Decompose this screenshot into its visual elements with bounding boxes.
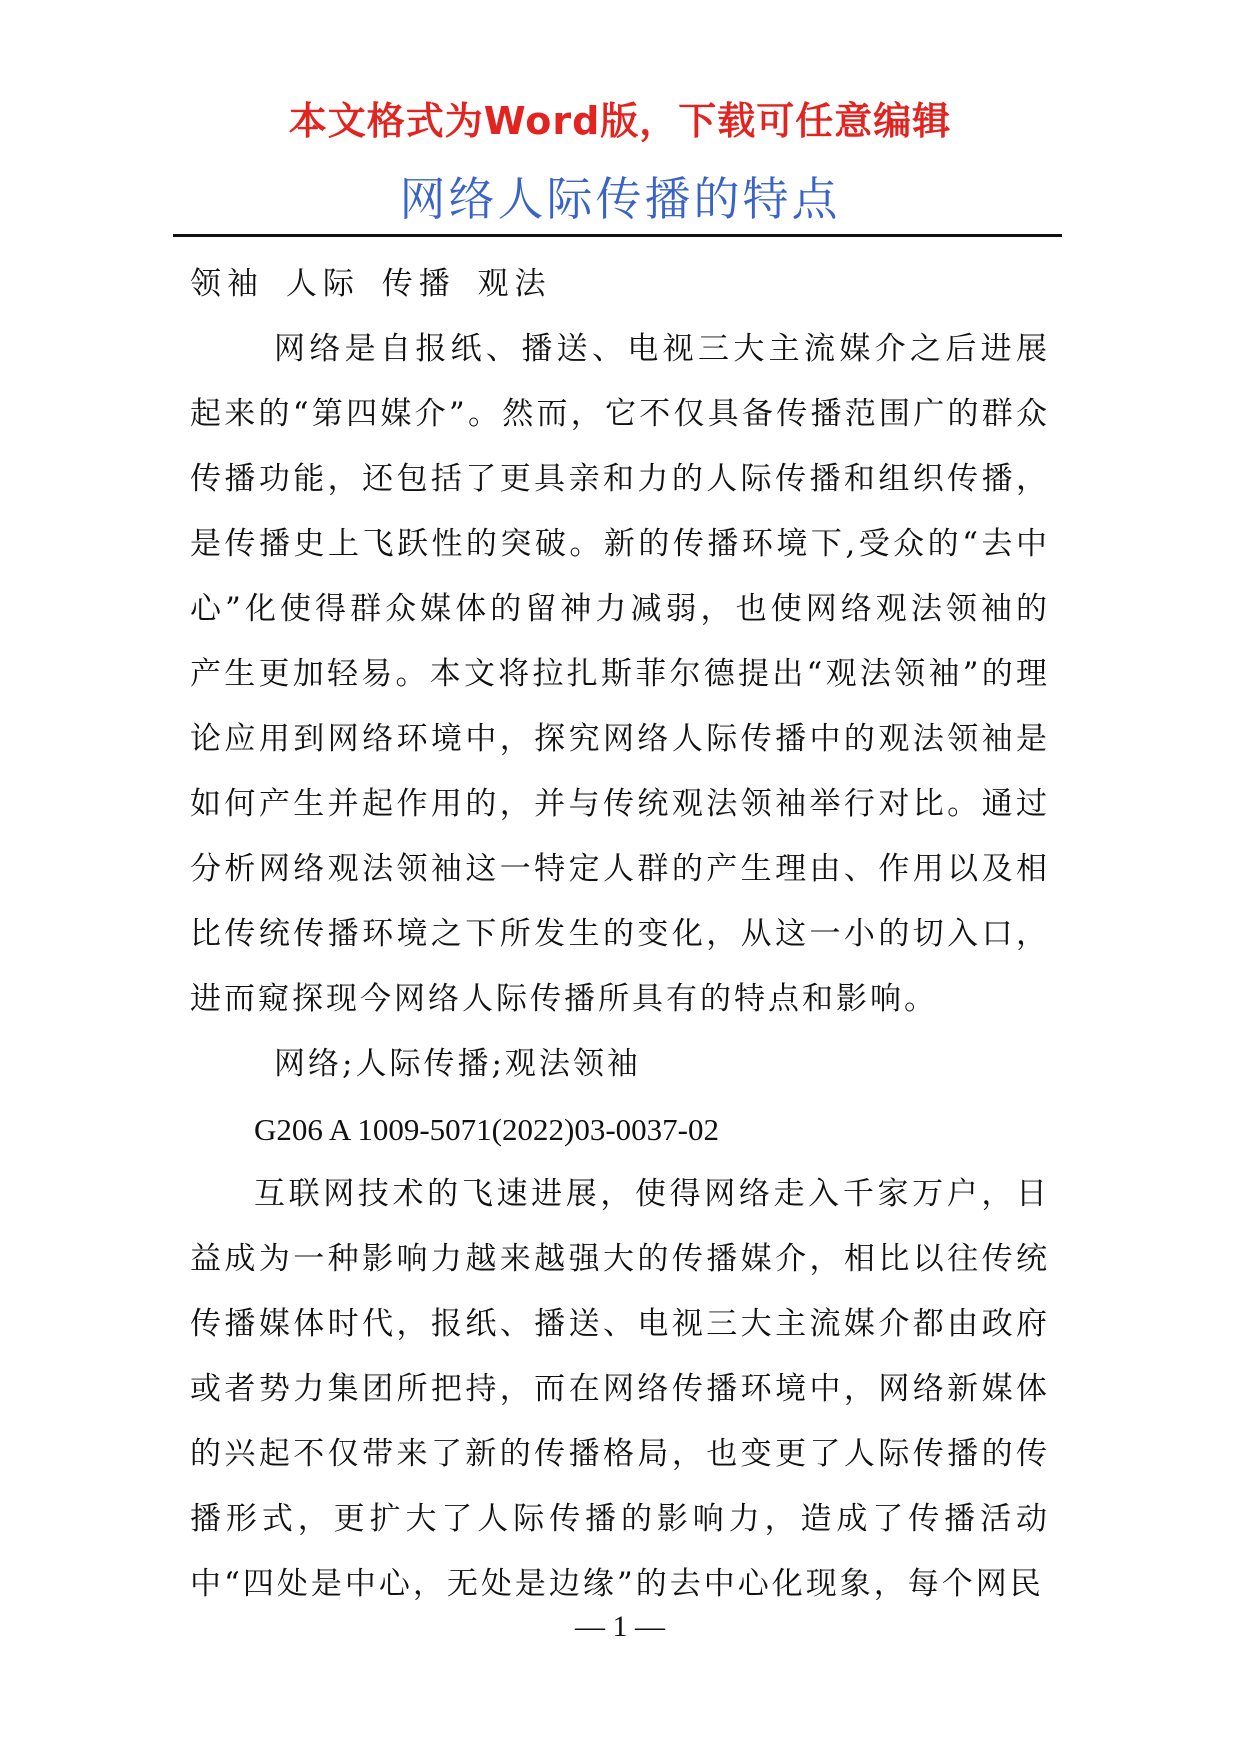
classification-codes: G206 A 1009-5071(2022)03-0037-02 xyxy=(254,1112,719,1147)
page-number: — 1 — xyxy=(575,1610,665,1643)
title-rule xyxy=(173,234,1062,237)
keywords-paragraph: 网络;人际传播;观法领袖 xyxy=(274,1046,641,1082)
body-paragraph: 互联网技术的飞速进展，使得网络走入千家万户，日益成为一种影响力越来越强大的传播媒介，相比以往传统传播媒体时代，报纸、播送、电视三大主流媒介都由政府或者势力集团所把持，而在网络传播环境中，网络新媒体的兴起不仅带来了新的传播格局，也变更了人际传播的传播形式，更扩大了人际传播的影响力，造成了传播活动中“四处是中心，无处是边缘”的去中心化现象，每个网民 xyxy=(190,1176,1050,1602)
abstract-paragraph: 网络是自报纸、播送、电视三大主流媒介之后进展起来的“第四媒介”。然而，它不仅具备传播范围广的群众传播功能，还包括了更具亲和力的人际传播和组织传播，是传播史上飞跃性的突破。新的传播环境下,受众的“去中心”化使得群众媒体的留神力减弱，也使网络观法领袖的产生更加轻易。本文将拉扎斯菲尔德提出“观法领袖”的理论应用到网络环境中，探究网络人际传播中的观法领袖是如何产生并起作用的，并与传统观法领袖举行对比。通过分析网络观法领袖这一特定人群的产生理由、作用以及相比传统传播环境之下所发生的变化，从这一小的切入口，进而窥探现今网络人际传播所具有的特点和影响。 xyxy=(190,331,1050,1017)
document-body xyxy=(190,252,1050,1617)
document-title: 网络人际传播的特点 xyxy=(399,172,841,226)
keyword-tags: 领袖 人际 传播 观法 xyxy=(190,266,552,302)
format-notice: 本文格式为Word版，下载可任意编辑 xyxy=(288,99,952,143)
